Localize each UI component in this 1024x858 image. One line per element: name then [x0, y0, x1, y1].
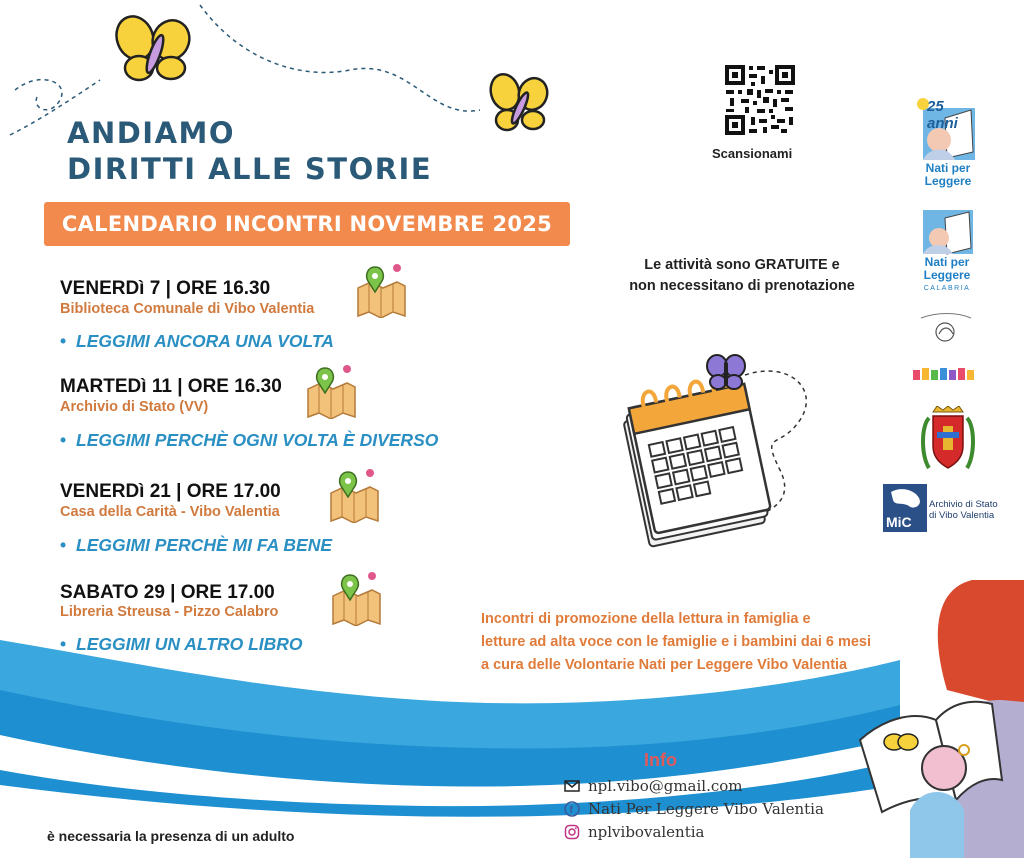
svg-text:f: f: [569, 805, 573, 816]
map-pin-icon: [355, 262, 407, 318]
promo-line-3: a cura delle Volontarie Nati per Leggere Vibo Valentia: [481, 657, 848, 673]
title-line-2: DIRITTI ALLE STORIE: [67, 152, 433, 186]
association-logo: [917, 308, 975, 348]
event-3-title-text: LEGGIMI PERCHÈ MI FA BENE: [76, 535, 333, 555]
reading-child-illustration: [852, 580, 1024, 858]
event-2-title: • LEGGIMI PERCHÈ OGNI VOLTA È DIVERSO: [60, 430, 439, 450]
npl-25-name: [919, 162, 977, 188]
map-pin-icon: [305, 363, 357, 419]
archivio-name: [929, 499, 998, 521]
envelope-icon: [564, 778, 580, 794]
event-4-title: • LEGGIMI UN ALTRO LIBRO: [60, 634, 303, 654]
event-3-place: Casa della Carità - Vibo Valentia: [60, 504, 280, 520]
npl-calabria-line-2: Leggere: [923, 268, 971, 282]
coat-of-arms-logo: [921, 406, 975, 472]
map-pin-icon: [330, 570, 382, 626]
archivio-line-1: Archivio di Stato: [929, 499, 998, 510]
promo-line-2: letture ad alta voce con le famiglie e i bambini dai 6 mesi: [481, 634, 872, 650]
npl-calabria-logo: [917, 208, 977, 294]
butterfly-icon: [487, 68, 551, 138]
event-4-title-text: LEGGIMI UN ALTRO LIBRO: [76, 634, 303, 654]
instagram-icon: [564, 824, 580, 840]
event-1-title: • LEGGIMI ANCORA UNA VOLTA: [60, 331, 334, 351]
free-line-2: non necessitano di prenotazione: [629, 278, 855, 294]
instagram-text[interactable]: nplvibovalentia: [588, 823, 705, 841]
event-1-place: Biblioteca Comunale di Vibo Valentia: [60, 301, 315, 317]
npl-calabria-line-1: Nati per: [924, 255, 970, 269]
butterfly-icon: [113, 12, 193, 84]
event-2-title-text: LEGGIMI PERCHÈ OGNI VOLTA È DIVERSO: [76, 430, 439, 450]
info-title: Info: [644, 750, 677, 770]
npl-25-years: 25 anni: [927, 98, 958, 132]
event-4-place: Libreria Streusa - Pizzo Calabro: [60, 604, 279, 620]
qr-label: Scansionami: [712, 146, 793, 161]
event-2-date: MARTEDì 11 | ORE 16.30: [60, 376, 282, 397]
calendar-banner: CALENDARIO INCONTRI NOVEMBRE 2025: [44, 202, 570, 246]
facebook-text[interactable]: Nati Per Leggere Vibo Valentia: [588, 800, 824, 818]
map-pin-icon: [328, 467, 380, 523]
archivio-line-2: di Vibo Valentia: [929, 510, 995, 521]
npl-calabria-name: [917, 256, 977, 295]
archivio-badge: MiC: [886, 514, 912, 530]
npl-25-line-1: Nati per: [925, 161, 971, 175]
event-4-date: SABATO 29 | ORE 17.00: [60, 582, 275, 603]
facebook-icon: [564, 801, 580, 817]
event-1-date: VENERDì 7 | ORE 16.30: [60, 278, 271, 299]
instagram-contact[interactable]: [588, 823, 704, 841]
calendar-icon: [618, 345, 780, 550]
qr-code[interactable]: [723, 63, 797, 137]
event-2-place: Archivio di Stato (VV): [60, 399, 209, 415]
email-contact[interactable]: [588, 777, 743, 795]
npl-25-anni-logo: [915, 96, 977, 192]
archivio-logo: [883, 484, 1013, 532]
colorful-logo: [911, 364, 981, 386]
title-line-1: ANDIAMO: [67, 116, 236, 150]
npl-calabria-illustration: [917, 208, 975, 256]
event-3-date: VENERDì 21 | ORE 17.00: [60, 481, 281, 502]
event-1-title-text: LEGGIMI ANCORA UNA VOLTA: [76, 331, 334, 351]
email-text[interactable]: npl.vibo@gmail.com: [588, 777, 743, 795]
adult-note: è necessaria la presenza di un adulto: [47, 828, 295, 844]
butterfly-icon: [705, 352, 747, 392]
npl-25-line-2: Leggere: [924, 174, 972, 188]
npl-calabria-line-3: CALABRIA: [923, 285, 971, 292]
free-line-1: Le attività sono GRATUITE e: [644, 257, 840, 273]
event-3-title: • LEGGIMI PERCHÈ MI FA BENE: [60, 535, 333, 555]
facebook-contact[interactable]: [569, 800, 824, 818]
promo-line-1: Incontri di promozione della lettura in famiglia e: [481, 611, 811, 627]
